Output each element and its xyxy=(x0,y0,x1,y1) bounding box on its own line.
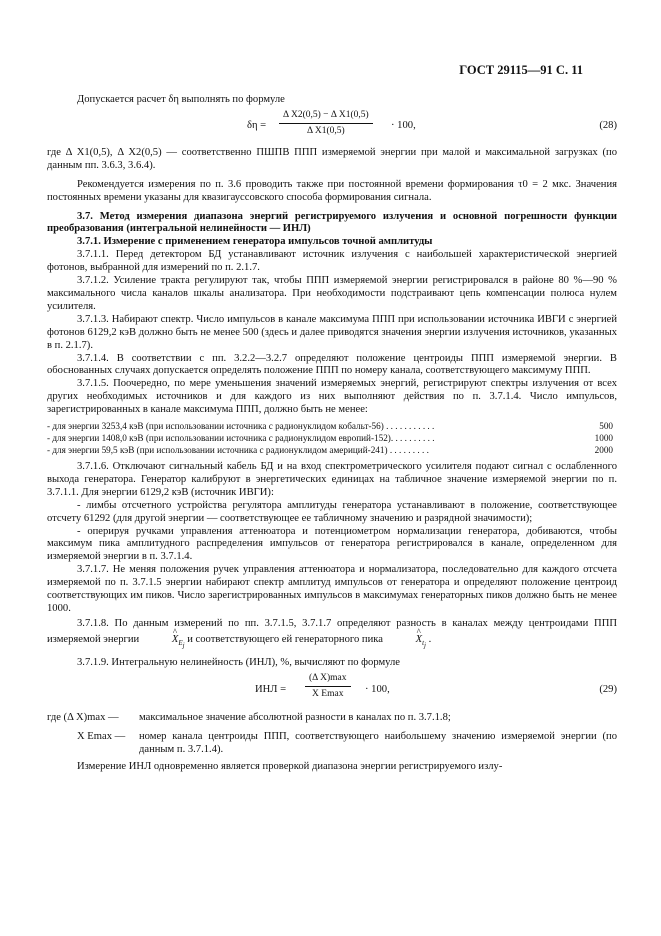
formula-29-denominator: X Emax xyxy=(312,689,344,700)
formula-28-number: (28) xyxy=(599,119,617,131)
list-item-text: - для энергии 3253,4 кэВ (при использовании источника с радионуклидом кобальт-56) . . . . . . . . . . . xyxy=(47,421,435,432)
paragraph-3-7-1-7: 3.7.1.7. Не меняя положения ручек управления аттенюатора и нормализатора, последовательно для каждого отсчета измеряемой по п. 3.7.1.5 энергии набирают спектр амплитуд импульсов от генератора и определяют положение центроид соответствующих им пиков. Число зарегистрированных импульсов в максимумах генераторных пиков должно быть не менее 1000. xyxy=(47,564,617,614)
formula-29 xyxy=(47,670,617,712)
page-header: ГОСТ 29115—91 С. 11 xyxy=(459,63,583,77)
paragraph-3-7-1-8: 3.7.1.8. По данным измерений по пп. 3.7.1.5, 3.7.1.7 определяют разность в каналах между центроидами ППП измеряемой энергии ^ $X_{E_j}$ и соответствующего ей генераторного пика ^ $X_{t_j}$ . xyxy=(47,616,617,654)
list-item-value: 1000 xyxy=(594,433,613,444)
definition-2-term: X Emax — xyxy=(77,731,126,743)
list-item-text: - для энергии 1408,0 кэВ (при использовании источника с радионуклидом европий-152). . . . . . . . . . xyxy=(47,433,435,444)
list-item-value: 500 xyxy=(599,421,613,432)
formula-28-numerator: Δ X2(0,5) − Δ X1(0,5) xyxy=(283,109,369,120)
formula-28-multiplier: · 100, xyxy=(391,119,416,131)
list-item xyxy=(47,444,617,456)
paragraph-3-7-1-6-a: - лимбы отсчетного устройства регулятора амплитуды генератора устанавливают в положение, соответствующее отсчету 61292 (для другой энергии — соответствующее ее табличному значению и разрядной значимости); xyxy=(47,499,617,524)
paragraph-recommendation: Рекомендуется измерения по п. 3.6 проводить также при постоянной времени формирования τ0 = 2 мкс. Значения постоянных времени указаны для квазигауссовского способа формирования сигнала. xyxy=(47,178,617,203)
formula-29-number: (29) xyxy=(599,684,617,696)
formula-29-numerator: (Δ X)max xyxy=(309,673,347,684)
paragraph-3-7-1-4: 3.7.1.4. В соответствии с пп. 3.2.2—3.2.7 определяют положение центроиды ППП измеряемой энергии. В обоснованных случаях допускается определять положение ППП по номеру канала, соответствующего максимуму ППП. xyxy=(47,352,617,377)
paragraph-where-28: где Δ X1(0,5), Δ X2(0,5) — соответственно ПШПВ ППП измеряемой энергии при малой и максимальной загрузках (по данным пп. 3.6.3, 3.6.4). xyxy=(47,146,617,171)
list-item xyxy=(47,420,617,432)
section-heading-3-7-1: 3.7.1. Измерение с применением генератора импульсов точной амплитуды xyxy=(77,236,433,248)
paragraph-last: Измерение ИНЛ одновременно является проверкой диапазона энергии регистрируемого излу- xyxy=(77,761,503,773)
definition-1-text: максимальное значение абсолютной разности в каналах по п. 3.7.1.8; xyxy=(139,712,451,724)
formula-29-multiplier: · 100, xyxy=(365,684,390,696)
definition-2-text: номер канала центроиды ППП, соответствующего наибольшему значению измеряемой энергии (по данным п. 3.7.1.4). xyxy=(139,731,617,756)
paragraph-3-7-1-6-b: - оперируя ручками управления аттенюатора и потенциометром нормализации генератора, добиваются, чтобы максимум пика амплитудного распределения импульсов от генератора регистрировался в канале, определенном для измеряемой энергии в п. 3.7.1.4. xyxy=(47,525,617,563)
paragraph-3-7-1-1: 3.7.1.1. Перед детектором БД устанавливают источник излучения с наибольшей характеристической энергией фотонов, выбранной для измерений по п. 2.1.7. xyxy=(47,249,617,274)
list-item-value: 2000 xyxy=(594,445,613,456)
definition-1 xyxy=(47,712,617,725)
symbol-x-e: ^ $X_{E_j}$ xyxy=(142,632,185,654)
paragraph-3-7-1-6: 3.7.1.6. Отключают сигнальный кабель БД и на вход спектрометрического усилителя подают сигнал с ослабленного выхода генератора. Генератор калибруют в энергетических единицах на табличное значение измеряемой энергии по п. 3.7.1.1. Для энергии 6129,2 кэВ (источник ИВГИ): xyxy=(47,461,617,498)
paragraph-3-7-1-2: 3.7.1.2. Усиление тракта регулируют так, чтобы ППП измеряемой энергии регистрировался в районе 80 %—90 % максимального числа каналов шкалы анализатора. При необходимости подстраивают цепь компенсации полюса нулем усилителя. xyxy=(47,275,617,312)
formula-29-lhs: ИНЛ = xyxy=(255,684,287,696)
formula-28-fraction xyxy=(279,109,373,138)
formula-28 xyxy=(47,107,617,147)
paragraph-3-7-1-8-part2: и соответствующего ей генераторного пика xyxy=(187,633,383,645)
section-heading-3-7: 3.7. Метод измерения диапазона энергий регистрируемого излучения и основной погрешности функции преобразования (интегральной нелинейности — ИНЛ) xyxy=(47,210,617,235)
formula-28-denominator: Δ X1(0,5) xyxy=(306,125,345,136)
list-item xyxy=(47,432,617,444)
list-item-text: - для энергии 59,5 кэВ (при использовании источника с радионуклидом америций-241) . . . . . . . . . xyxy=(47,445,429,456)
paragraph-3-7-1-3: 3.7.1.3. Набирают спектр. Число импульсов в канале максимума ППП при использовании источника ИВГИ с энергией фотонов 6129,2 кэВ должно быть не менее 500 (здесь и далее приводятся значения энергии излучения источников, указанных в п. 2.1.7). xyxy=(47,313,617,351)
paragraph-3-7-1-5: 3.7.1.5. Поочередно, по мере уменьшения значений измеряемых энергий, регистрируют спектры излучения от всех других необходимых источников и для каждого из них выполняют действия по п. 3.7.1.4. Число импульсов, зарегистрированных в канале максимума ППП, должно быть не менее: xyxy=(47,378,617,416)
paragraph-3-7-1-9: 3.7.1.9. Интегральную нелинейность (ИНЛ), %, вычисляют по формуле xyxy=(77,657,401,669)
formula-29-fraction xyxy=(305,672,351,701)
definition-2 xyxy=(47,731,617,757)
document-body xyxy=(47,94,617,774)
paragraph-formula-intro: Допускается расчет δη выполнять по формуле xyxy=(77,94,285,105)
formula-28-lhs: δη = xyxy=(247,119,267,131)
paragraph-3-7-1-8-part1: 3.7.1.8. По данным измерений по пп. 3.7.1.5, 3.7.1.7 определяют разность в каналах между центроидами ППП измеряемой энергии xyxy=(47,617,617,645)
definition-1-term: где (Δ X)max — xyxy=(47,712,119,724)
symbol-x-g: ^ $X_{t_j}$ xyxy=(386,632,426,654)
